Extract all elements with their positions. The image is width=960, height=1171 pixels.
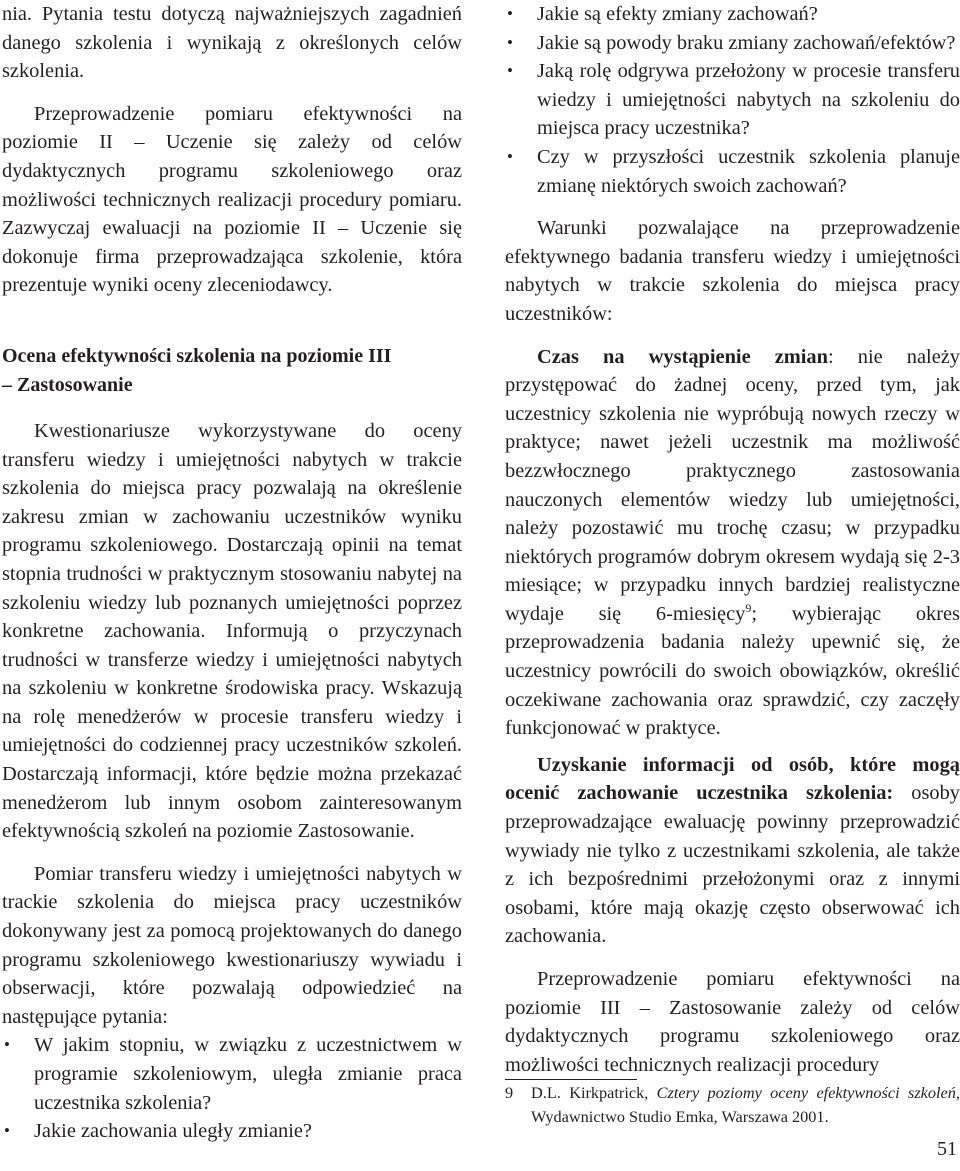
list-item-text: Jakie zachowania uległy zmianie? <box>34 1120 312 1143</box>
list-item <box>505 57 960 143</box>
paragraph <box>505 751 960 951</box>
paragraph: Warunki pozwalające na przeprowadzenie efektywnego badania transferu wiedzy i umiejętności nabytych w trakcie szkolenia do miejsca pracy uczestników: <box>505 217 960 325</box>
list-item-text: W jakim stopniu, w związku z uczestnictwem w programie szkoleniowym, uległa zmianie praca uczestnika szkolenia? <box>34 1034 462 1114</box>
list-item-text: Jakie są efekty zmiany zachowań? <box>537 3 818 25</box>
list-item <box>2 1117 462 1146</box>
bullet-list <box>505 0 960 200</box>
paragraph-text: : nie należy przystępować do żadnej oceny, przed tym, jak uczestnicy szkolenia nie wypróbują nowych rzeczy w praktyce; nawet jeżeli uczestnik ma możliwość bezzwłocznego praktycznego zastosowania nauczonych elementów wiedzy lub umiejętności, należy pozostawić mu trochę czasu; w przypadku niektórych programów dobrym okresem wydają się 2-3 miesiące; w przypadku innych bardziej realistyczne wydaje się 6-miesięcy <box>505 345 960 625</box>
paragraph: Kwestionariusze wykorzystywane do oceny transferu wiedzy i umiejętności nabytych w trakcie szkolenia do miejsca pracy pozwalają na określenie zakresu zmian w zachowaniu uczestników wyniku programu szkoleniowego. Dostarczają opinii na temat stopnia trudności w praktycznym stosowaniu nabytej na szkoleniu wiedzy lub poznanych umiejętności poprzez konkretne zachowania. Informują o przyczynach trudności w transferze wiedzy i umiejętności nabytych na szkoleniu w konkretne środowiska pracy. Wskazują na rolę menedżerów w procesie transferu wiedzy i umiejętności do codziennej pracy uczestników szkoleń. Dostarczają informacji, które będzie można przekazać menedżerom lub innym osobom zainteresowanym efektywnością szkoleń na poziomie Zastosowanie. <box>2 419 462 843</box>
footnote-text <box>505 1081 960 1129</box>
bullet-list <box>2 1031 462 1145</box>
paragraph <box>505 343 960 743</box>
footnote-number: 9 <box>505 1083 514 1102</box>
list-item <box>2 1031 462 1117</box>
footnote-publisher: , Wydawnictwo Studio Emka, Warszawa 2001. <box>531 1083 960 1126</box>
section-heading-line: Ocena efektywności szkolenia na poziomie III <box>2 344 392 367</box>
footnote-author: D.L. Kirkpatrick, <box>531 1083 657 1102</box>
bullet-icon: • <box>507 32 513 52</box>
bullet-icon: • <box>507 61 513 81</box>
left-column <box>2 0 462 1146</box>
paragraph: nia. Pytania testu dotyczą najważniejszych zagadnień danego szkolenia i wynikają z określonych celów szkolenia. <box>2 3 462 83</box>
section-heading-line: – Zastosowanie <box>2 373 133 396</box>
paragraph-text: osoby przeprowadzające ewaluację powinny przeprowadzić wywiady nie tylko z uczestnikami szkolenia, ale także z ich bezpośrednimi przełożonymi oraz z innymi osobami, które mają okazję często obserwować ich zachowania. <box>505 782 960 948</box>
footnote-reference: 9 <box>745 601 752 616</box>
paragraph-lead-bold: Czas na wystąpienie zmian <box>537 345 828 368</box>
bullet-icon: • <box>4 1121 10 1141</box>
list-item <box>505 29 960 58</box>
footnote-divider <box>505 1079 637 1080</box>
section-heading <box>2 342 462 400</box>
paragraph: Przeprowadzenie pomiaru efektywności na poziomie II – Uczenie się zależy od celów dydaktycznych programu szkoleniowego oraz możliwości technicznych realizacji procedury pomiaru. Zazwyczaj ewaluacji na poziomie II – Uczenie się dokonuje firma przeprowadzająca szkolenie, która prezentuje wyniki oceny zleceniodawcy. <box>2 102 462 297</box>
paragraph-text: ; wybierając okres przeprowadzenia badania należy upewnić się, że uczestnicy powrócili do swoich obowiązków, określić oczekiwane zachowania oraz sprawdzić, czy zaczęły funkcjonować w praktyce. <box>505 602 960 740</box>
paragraph: Pomiar transferu wiedzy i umiejętności nabytych w trackie szkolenia do miejsca pracy uczestników dokonywany jest za pomocą projektowanych do danego programu szkoleniowego kwestionariuszy wywiadu i obserwacji, które pozwalają odpowiedzieć na następujące pytania: <box>2 862 462 1028</box>
bullet-icon: • <box>4 1035 10 1055</box>
list-item-text: Czy w przyszłości uczestnik szkolenia planuje zmianę niektórych swoich zachowań? <box>537 145 960 197</box>
list-item <box>505 143 960 200</box>
footnote <box>505 1081 960 1129</box>
page-number: 51 <box>937 1138 957 1160</box>
paragraph-lead-bold: Uzyskanie informacji od osób, które mogą ocenić zachowanie uczestnika szkolenia: <box>505 753 960 805</box>
list-item-text: Jakie są powody braku zmiany zachowań/efektów? <box>537 31 956 54</box>
right-column <box>505 0 960 1079</box>
bullet-icon: • <box>507 4 513 23</box>
bullet-icon: • <box>507 146 513 166</box>
list-item <box>505 0 960 29</box>
list-item-text: Jaką rolę odgrywa przełożony w procesie transferu wiedzy i umiejętności nabytych na szkoleniu do miejsca pracy uczestnika? <box>537 60 960 140</box>
footnote-title: Cztery poziomy oceny efektywności szkoleń <box>656 1083 956 1102</box>
paragraph: Przeprowadzenie pomiaru efektywności na poziomie III – Zastosowanie zależy od celów dydaktycznych programu szkoleniowego oraz możliwości technicznych realizacji procedury <box>505 968 960 1076</box>
